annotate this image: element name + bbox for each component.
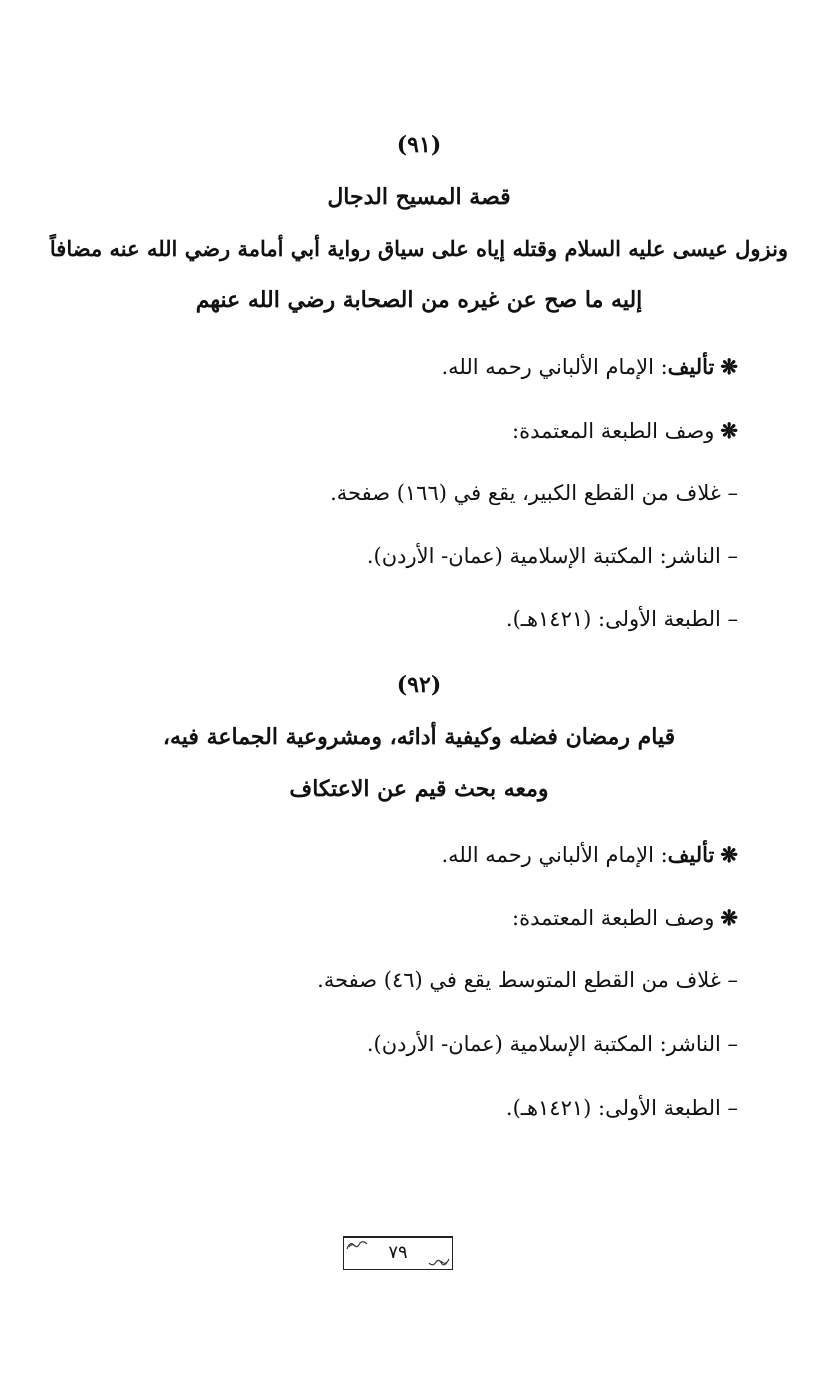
entry-91-title-line-3: إليه ما صح عن غيره من الصحابة رضي الله عنهم xyxy=(195,287,643,313)
entry-92-detail-cover: – غلاف من القطع المتوسط يقع في (٤٦) صفحة. xyxy=(317,968,738,992)
ornament-icon xyxy=(428,1257,450,1267)
edition-heading-text: وصف الطبعة المعتمدة: xyxy=(512,906,715,930)
entry-92-edition-heading xyxy=(512,905,738,930)
entry-91-edition-heading xyxy=(512,418,738,443)
author-label: تأليف xyxy=(667,842,715,867)
entry-91-detail-edition: – الطبعة الأولى: (١٤٢١هـ). xyxy=(505,607,738,631)
author-label: تأليف xyxy=(667,354,715,379)
edition-heading-text: وصف الطبعة المعتمدة: xyxy=(512,419,715,443)
entry-92-title-line-2: ومعه بحث قيم عن الاعتكاف xyxy=(289,776,549,802)
star-icon: ❋ xyxy=(720,905,738,930)
entry-91-title-line-2: ونزول عيسى عليه السلام وقتله إياه على سياق رواية أبي أمامة رضي الله عنه مضافاً xyxy=(49,236,789,261)
entry-92-detail-publisher: – الناشر: المكتبة الإسلامية (عمان- الأردن). xyxy=(366,1032,738,1056)
author-value: : الإمام الألباني رحمه الله. xyxy=(441,843,668,867)
entry-91-detail-publisher: – الناشر: المكتبة الإسلامية (عمان- الأردن). xyxy=(366,544,738,568)
entry-91-title-line-1: قصة المسيح الدجال xyxy=(327,184,511,210)
star-icon: ❋ xyxy=(720,842,738,867)
entry-91-author xyxy=(442,354,739,379)
entry-92-author xyxy=(442,842,739,867)
entry-91-number: (٩١) xyxy=(396,132,442,158)
page-number: ٧٩ xyxy=(388,1242,408,1263)
entry-91-detail-cover: – غلاف من القطع الكبير، يقع في (١٦٦) صفحة. xyxy=(330,481,738,505)
entry-92-number: (٩٢) xyxy=(396,672,442,698)
entry-92-detail-edition: – الطبعة الأولى: (١٤٢١هـ). xyxy=(505,1096,738,1120)
star-icon: ❋ xyxy=(720,354,738,379)
star-icon: ❋ xyxy=(720,418,738,443)
author-value: : الإمام الألباني رحمه الله. xyxy=(441,355,668,379)
page-number-frame xyxy=(343,1236,453,1270)
entry-92-title-line-1: قيام رمضان فضله وكيفية أدائه، ومشروعية الجماعة فيه، xyxy=(162,724,676,750)
